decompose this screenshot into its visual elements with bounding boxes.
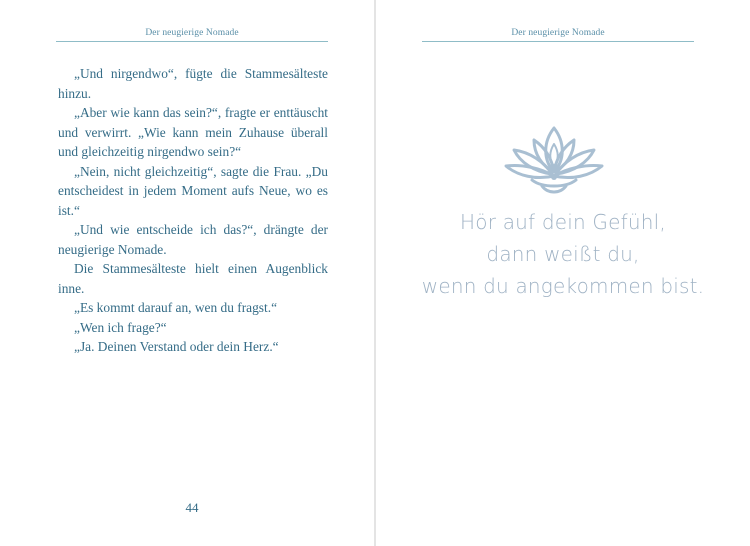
paragraph: „Wen ich frage?“	[74, 319, 167, 335]
quote	[392, 206, 734, 302]
paragraph: „Ja. Deinen Verstand oder dein Herz.“	[74, 339, 279, 354]
paragraph: „Und nirgendwo“, fügte die Stammesälteste hinzu.	[58, 66, 328, 101]
left-page	[0, 0, 374, 546]
paragraph: „Es kommt darauf an, wen du fragst.“	[74, 300, 278, 315]
running-head: Der neugierige Nomade	[511, 28, 605, 38]
page-number: 44	[185, 500, 199, 515]
paragraph: „Nein, nicht gleichzeitig“, sagte die Frau. „Du entscheidest in jedem Moment aufs Neue, wo es ist.“	[58, 163, 328, 218]
running-head: Der neugierige Nomade	[145, 28, 239, 38]
paragraph: Die Stammesälteste hielt einen Augenblick inne.	[58, 261, 328, 296]
quote-line: Hör auf dein Gefühl,	[460, 210, 666, 234]
header-rule	[56, 41, 328, 42]
quote-line: dann weißt du,	[486, 242, 640, 266]
paragraph: „Aber wie kann das sein?“, fragte er enttäuscht und verwirrt. „Wie kann mein Zuhause überall und gleichzeitig nirgendwo sein?“	[58, 105, 328, 159]
right-page	[376, 0, 750, 546]
quote-line: wenn du angekommen bist.	[421, 274, 705, 298]
body-text	[58, 64, 328, 357]
header-rule	[422, 41, 694, 42]
paragraph: „Und wie entscheide ich das?“, drängte der neugierige Nomade.	[58, 222, 328, 257]
lotus-icon	[502, 122, 606, 198]
